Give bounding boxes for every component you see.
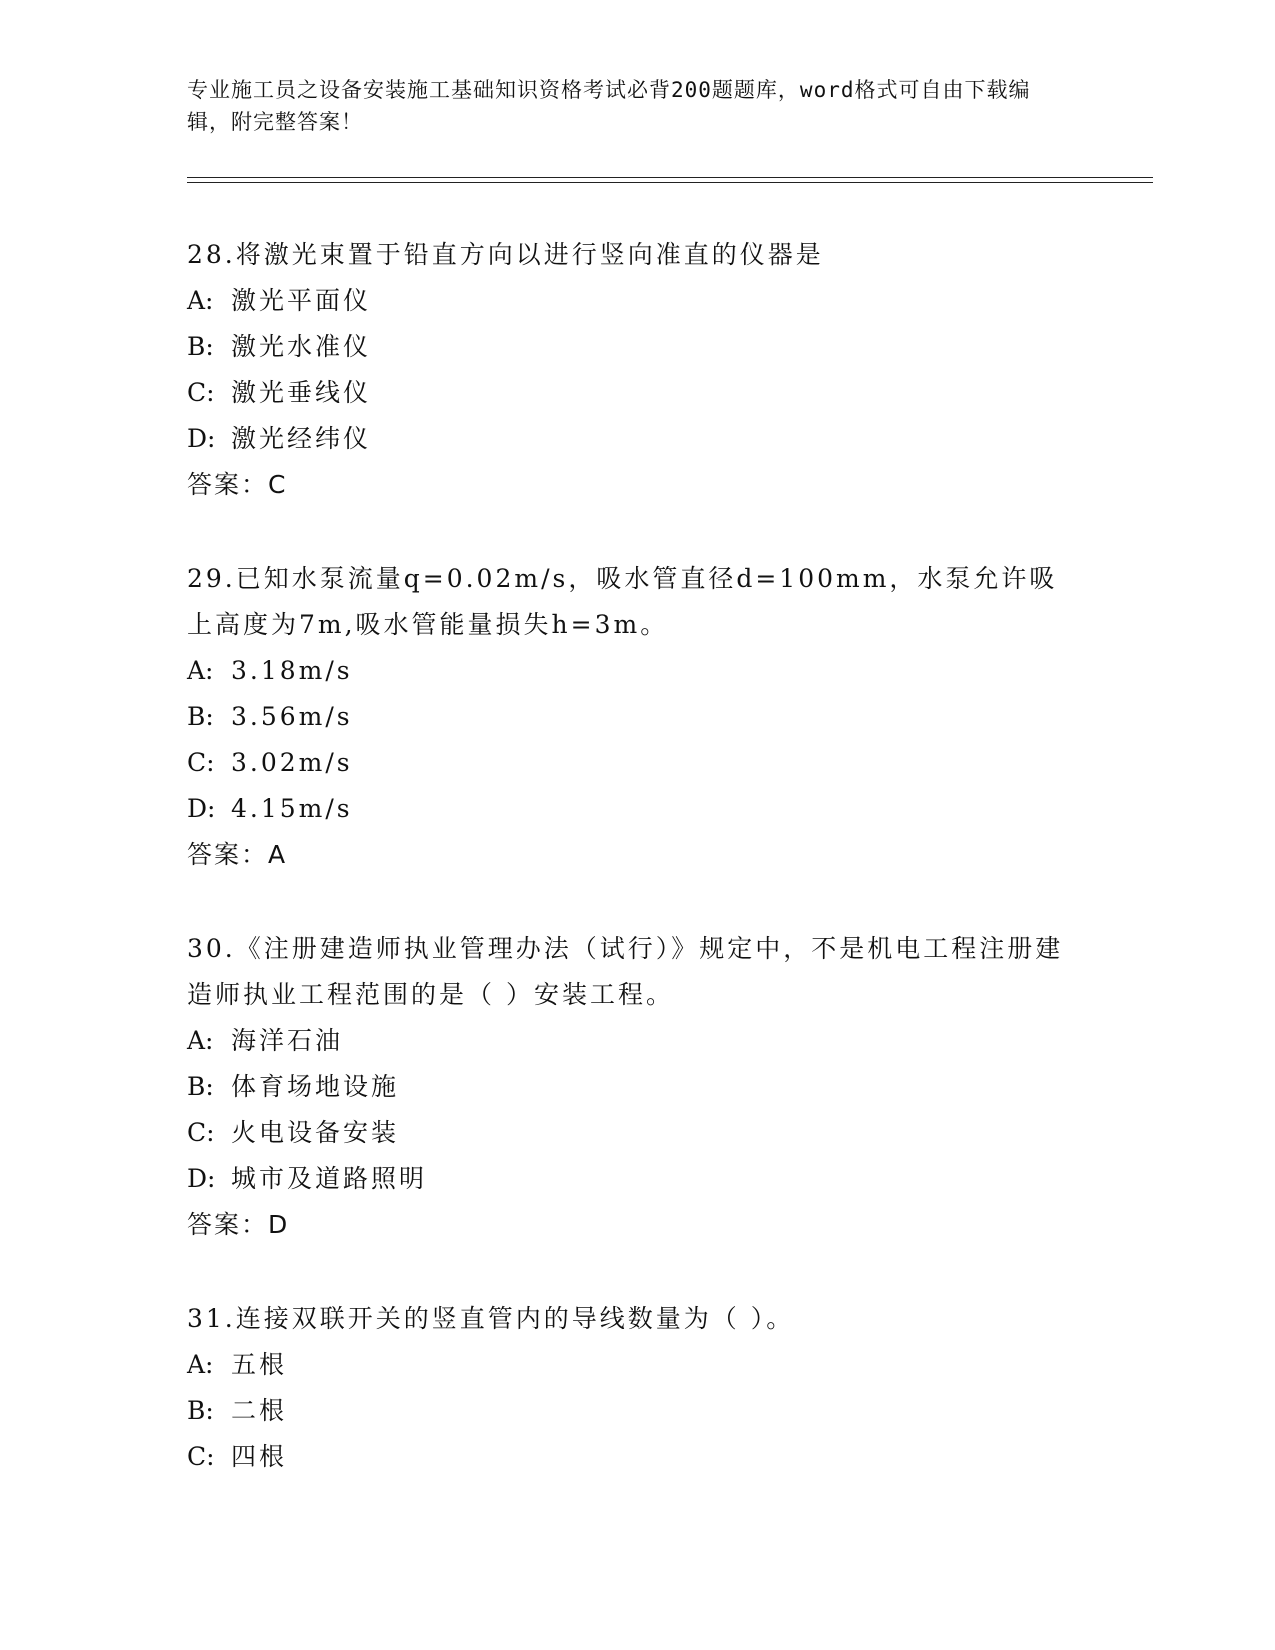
question-30	[187, 926, 1087, 1248]
option-key: A:	[187, 286, 214, 315]
option-key: B:	[187, 1072, 214, 1101]
option-key: C:	[187, 1118, 215, 1147]
option-text: 二根	[231, 1396, 288, 1425]
option-key: D:	[187, 794, 216, 823]
question-stem: 31.连接双联开关的竖直管内的导线数量为（ ）。	[187, 1304, 795, 1333]
option-text: 4.15m/s	[231, 794, 353, 823]
option-key: A:	[187, 1026, 214, 1055]
option-b	[187, 1064, 1087, 1110]
header-divider-top	[187, 177, 1153, 178]
option-a	[187, 648, 1087, 694]
option-c	[187, 1110, 1087, 1156]
option-c	[187, 1434, 1087, 1480]
option-b	[187, 1388, 1087, 1434]
option-a	[187, 1018, 1087, 1064]
question-31	[187, 1296, 1087, 1480]
question-list	[187, 232, 1087, 1528]
option-key: D:	[187, 1164, 216, 1193]
option-key: B:	[187, 332, 214, 361]
option-d	[187, 416, 1087, 462]
option-text: 体育场地设施	[231, 1072, 400, 1101]
option-c	[187, 740, 1087, 786]
question-stem: 29.已知水泵流量q=0.02m/s，吸水管直径d=100mm，水泵允许吸上高度为7m,吸水管能量损失h=3m。	[187, 564, 1058, 639]
answer-line: 答案：A	[187, 840, 288, 869]
question-stem: 28.将激光束置于铅直方向以进行竖向准直的仪器是	[187, 240, 824, 269]
option-text: 3.02m/s	[231, 748, 353, 777]
option-text: 城市及道路照明	[231, 1164, 428, 1193]
option-key: C:	[187, 1442, 215, 1471]
option-text: 激光垂线仪	[231, 378, 372, 407]
option-text: 四根	[231, 1442, 288, 1471]
option-text: 火电设备安装	[231, 1118, 400, 1147]
question-28	[187, 232, 1087, 508]
option-text: 激光经纬仪	[231, 424, 372, 453]
option-d	[187, 786, 1087, 832]
document-header: 专业施工员之设备安装施工基础知识资格考试必背200题题库，word格式可自由下载编辑，附完整答案！	[187, 78, 1031, 134]
answer-line: 答案：D	[187, 1210, 290, 1239]
option-text: 3.56m/s	[231, 702, 353, 731]
option-b	[187, 324, 1087, 370]
option-a	[187, 1342, 1087, 1388]
question-29	[187, 556, 1087, 878]
option-text: 激光平面仪	[231, 286, 372, 315]
option-text: 激光水准仪	[231, 332, 372, 361]
option-key: B:	[187, 702, 214, 731]
option-d	[187, 1156, 1087, 1202]
question-stem: 30.《注册建造师执业管理办法（试行）》规定中，不是机电工程注册建造师执业工程范围的是（ ）安装工程。	[187, 934, 1064, 1009]
option-key: C:	[187, 748, 215, 777]
option-key: A:	[187, 1350, 214, 1379]
option-text: 五根	[231, 1350, 288, 1379]
option-c	[187, 370, 1087, 416]
option-key: A:	[187, 656, 214, 685]
option-key: B:	[187, 1396, 214, 1425]
answer-line: 答案：C	[187, 470, 288, 499]
option-key: C:	[187, 378, 215, 407]
option-key: D:	[187, 424, 216, 453]
option-b	[187, 694, 1087, 740]
option-text: 海洋石油	[231, 1026, 344, 1055]
header-divider-bottom	[187, 182, 1153, 183]
option-text: 3.18m/s	[231, 656, 353, 685]
option-a	[187, 278, 1087, 324]
